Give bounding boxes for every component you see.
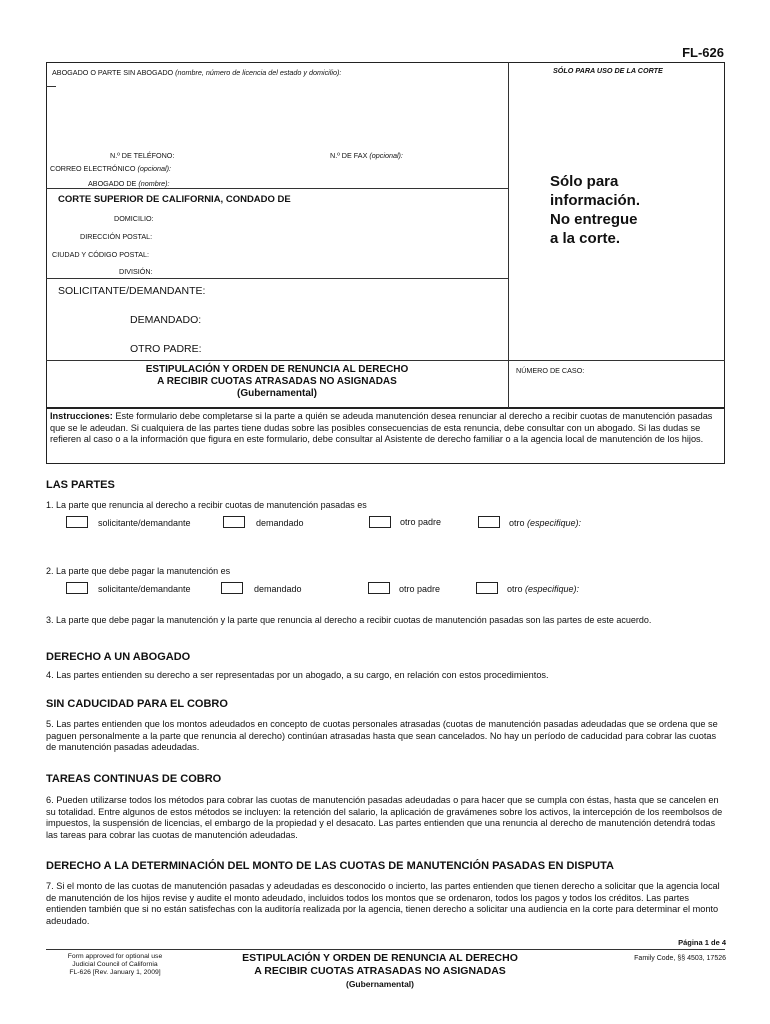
- question-1: 1. La parte que renuncia al derecho a recibir cuotas de manutención pasadas es: [46, 500, 367, 510]
- section-5-text: 5. Las partes entienden que los montos adeudados en concepto de cuotas personales atrasadas (cuotas de manutención pasadas adeudadas que se ordena que se paguen personalmente a la parte que renuncia al derecho) continúan atrasadas hasta que sean cancelados. No hay un período de caducidad para cobrar las cuotas de manutención pasadas adeudadas.: [46, 719, 718, 752]
- q2-respondent-label: demandado: [254, 584, 302, 594]
- phone-label: N.º DE TELÉFONO:: [110, 151, 175, 160]
- section-6-text: 6. Pueden utilizarse todos los métodos para cobrar las cuotas de manutención pasadas adeudadas o para hacer que se cumpla con éstas, hasta que se cancelen en su totalidad. Entre algunos de estos métodos se incluyen: la retención del salario, la aplicación de gravámenes sobre los activos, la intercepción de los reembolsos de impuestos, la suspensión de licencias, el embargo de la propiedad y el desacato. Las partes entienden que una renuncia al derecho de manutención detendrá todas las tareas para cobrar las cuotas de manutención adeudadas.: [46, 795, 723, 840]
- q1-petitioner-checkbox[interactable]: [66, 516, 88, 528]
- form-title: ESTIPULACIÓN Y ORDEN DE RENUNCIA AL DERECHO A RECIBIR CUOTAS ATRASADAS NO ASIGNADAS (Gubernamental): [145, 364, 409, 399]
- petitioner-label: SOLICITANTE/DEMANDANTE:: [58, 285, 206, 297]
- q1-options: [66, 516, 726, 532]
- section-6-heading: TAREAS CONTINUAS DE COBRO: [46, 773, 222, 785]
- page-number: Página 1 de 4: [678, 938, 726, 947]
- section-5-heading: SIN CADUCIDAD PARA EL COBRO: [46, 698, 228, 710]
- q2-respondent-checkbox[interactable]: [221, 582, 243, 594]
- q1-respondent-checkbox[interactable]: [223, 516, 245, 528]
- section-7-heading: DERECHO A LA DETERMINACIÓN DEL MONTO DE LAS CUOTAS DE MANUTENCIÓN PASADAS EN DISPUTA: [46, 860, 614, 872]
- q1-respondent-label: demandado: [256, 518, 304, 528]
- email-label: CORREO ELECTRÓNICO (opcional):: [50, 164, 172, 173]
- q1-other-label: otro (especifique):: [509, 518, 582, 528]
- other-parent-label: OTRO PADRE:: [130, 343, 202, 355]
- q2-other-parent-checkbox[interactable]: [368, 582, 390, 594]
- case-number-label: NÚMERO DE CASO:: [516, 366, 585, 375]
- instructions-box: Instrucciones: Este formulario debe completarse si la parte a quién se adeuda manutención desea renunciar al derecho a recibir cuotas de manutención pasadas que se le adeudan. Si cualquiera de las partes tiene dudas sobre las posibles consecuencias de esta renuncia, debe consultar con un abogado. Si las dudas se refieren al caso o a la información que figura en este formulario, debe consultar al Asistente de derecho familiar o a la agencia local de manutención de los hijos.: [46, 408, 725, 464]
- branch-label: DIVISIÓN:: [119, 267, 153, 276]
- q2-other-checkbox[interactable]: [476, 582, 498, 594]
- fax-label: N.º DE FAX (opcional):: [330, 151, 403, 160]
- city-zip-label: CIUDAD Y CÓDIGO POSTAL:: [52, 250, 150, 259]
- attorney-for-label: ABOGADO DE (nombre):: [88, 179, 170, 188]
- info-notice: Sólo para información. No entregue a la corte.: [550, 173, 641, 247]
- q2-other-label: otro (especifique):: [507, 584, 580, 594]
- parties-heading: LAS PARTES: [46, 479, 115, 491]
- q1-other-parent-label: otro padre: [400, 517, 442, 527]
- form-id: FL-626: [682, 45, 724, 60]
- q1-other-checkbox[interactable]: [478, 516, 500, 528]
- respondent-label: DEMANDADO:: [130, 314, 202, 326]
- footer-title: ESTIPULACIÓN Y ORDEN DE RENUNCIA AL DERECHO A RECIBIR CUOTAS ATRASADAS NO ASIGNADAS (Gubernamental): [242, 952, 518, 989]
- q2-other-parent-label: otro padre: [399, 584, 441, 594]
- mailing-label: DIRECCIÓN POSTAL:: [80, 232, 153, 241]
- question-2: 2. La parte que debe pagar la manutención es: [46, 566, 231, 576]
- q2-petitioner-checkbox[interactable]: [66, 582, 88, 594]
- address-label: DOMICILIO:: [114, 214, 154, 223]
- q1-petitioner-label: solicitante/demandante: [98, 518, 191, 528]
- section-7-text: 7. Si el monto de las cuotas de manutención pasadas y adeudadas es desconocido o incierto, las partes entienden que tienen derecho a solicitar que la agencia local de manutención de los hijos revise y audite el monto adeudado, incluidos todos los montos que se ordenaron, todos los pagos y todos los créditos. Las partes entienden también que si no están satisfechas con la auditoría realizada por la agencia, tienen derecho a solicitar una audiencia en la corte para determinar el monto adeudado.: [46, 881, 720, 926]
- court-use-label: SÓLO PARA USO DE LA CORTE: [553, 66, 663, 75]
- section-4-text: 4. Las partes entienden su derecho a ser representadas por un abogado, a su cargo, en relación con estos procedimientos.: [46, 670, 549, 680]
- caption-divider: [508, 62, 509, 408]
- footer-code: Family Code, §§ 4503, 17526: [634, 955, 726, 962]
- attorney-label: ABOGADO O PARTE SIN ABOGADO (nombre, número de licencia del estado y domicilio):: [52, 68, 342, 77]
- q2-options: [66, 582, 726, 598]
- q2-petitioner-label: solicitante/demandante: [98, 584, 191, 594]
- court-name: CORTE SUPERIOR DE CALIFORNIA, CONDADO DE: [58, 194, 291, 205]
- section-4-heading: DERECHO A UN ABOGADO: [46, 651, 191, 663]
- q1-other-parent-checkbox[interactable]: [369, 516, 391, 528]
- question-3: 3. La parte que debe pagar la manutención y la parte que renuncia al derecho a recibir cuotas de manutención pasadas son las partes de este acuerdo.: [46, 615, 652, 625]
- footer-approval: Form approved for optional use Judicial Council of California FL-626 [Rev. January 1, 2009]: [67, 953, 163, 976]
